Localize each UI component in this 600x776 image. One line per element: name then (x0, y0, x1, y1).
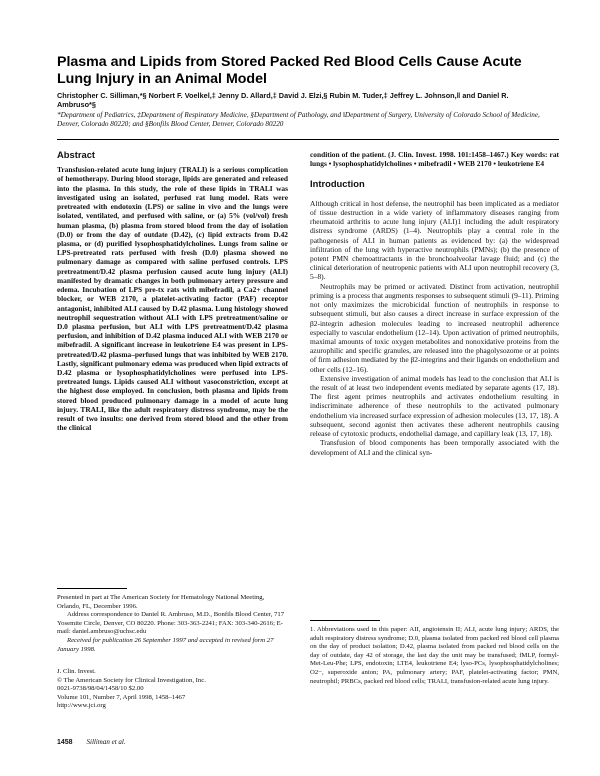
issn-line: 0021-9738/98/04/1458/10 $2.00 (57, 685, 144, 693)
abstract-heading: Abstract (57, 149, 96, 160)
abstract-text: Transfusion-related acute lung injury (TRALI) is a serious complication of hemotherapy. During blood storage, lipids are generated and released into the plasma. In this study, the role of these lipids in TRALI was investigated using an isolated, perfused rat lung model. Rats were pretreated with endotoxin (LPS) or saline in vivo and the lungs were isolated, ventilated, and perfused with saline, or (a) 5% (vol/vol) fresh human plasma, (b) plasma from stored blood from the day of isolation (D.0) or from the day of outdate (D.42), (c) lipid extracts from D.42 plasma, or (d) purified lysophosphatidylcholines. Lungs from saline or LPS-pretreated rats perfused with fresh (D.0) plasma showed no pulmonary damage as compared with saline perfused controls. LPS pretreatment/D.42 plasma perfusion caused acute lung injury (ALI) manifested by dramatic changes in both pulmonary artery pressure and edema. Incubation of LPS pre-tx rats with mibefradil, a Ca2+ channel blocker, or WEB 2170, a platelet-activating factor (PAF) receptor antagonist, inhibited ALI caused by D.42 plasma. Lung histology showed neutrophil sequestration without ALI with LPS pretreatment/saline or D.0 plasma perfusion, but ALI with LPS pretreatment/D.42 plasma perfusion, and inhibition of D.42 plasma induced ALI with WEB 2170 or mibefradil. A significant increase in leukotriene E4 was present in LPS-pretreated/D.42 plasma–perfused lungs that was inhibited by WEB 2170. Lastly, significant pulmonary edema was produced when lipid extracts of D.42 plasma or lysophosphatidylcholines were perfused into LPS-pretreated lungs. Lipids caused ALI without vasoconstriction, except at the highest dose employed. In conclusion, both plasma and lipids from stored blood produced pulmonary damage in a model of acute lung injury. TRALI, like the adult respiratory distress syndrome, may be the result of two insults: one derived from stored blood and the other from the clinical (57, 165, 288, 433)
journal-name: J. Clin. Invest. (57, 668, 96, 675)
notes-rule (57, 588, 127, 589)
correspondence-note: Address correspondence to Daniel R. Ambruso, M.D., Bonfils Blood Center, 717 Yosemite Circle, Denver, CO 80220. Phone: 303-363-2241; FAX: 303-340-2616; E-mail: daniel.ambruso@uchsc.edu (57, 611, 285, 636)
journal-info (57, 668, 288, 711)
page-number: 1458 (57, 739, 73, 746)
presented-note: Presented in part at The American Society for Hematology National Meeting, Orlando, FL, December 1996. (57, 594, 265, 610)
affiliations: *Department of Pediatrics, ‡Department of Respiratory Medicine, §Department of Pathology, and ‖Department of Surgery, University of Colorado School of Medicine, Denver, Colorado 80220; and §Bonfils Blood Center, Denver, Colorado 80220 (57, 111, 540, 129)
intro-paragraph: Although critical in host defense, the neutrophil has been implicated as a mediator of tissue destruction in a wide variety of inflammatory diseases ranging from rheumatoid arthritis to acute lung injury (ALI)1 including the adult respiratory distress syndrome (ARDS) (1–4). Neutrophils play a central role in the pathogenesis of ALI in human patients as evidenced by: (a) the widespread infiltration of the lung with hyperactive neutrophils (PMNs); (b) the presence of potent PMN chemoattractants in the bronchoalveolar lavage fluid; and (c) the clinical deterioration of neutropenic patients with ALI upon neutrophil recovery (3, 5–8). (310, 198, 559, 282)
abstract-continuation: condition of the patient. (J. Clin. Invest. 1998. 101:1458–1467.) Key words: rat lungs • lysophosphatidylcholines • mibefradil • WEB 2170 • leukotriene E4 (310, 150, 559, 169)
author-list: Christopher C. Silliman,*§ Norbert F. Voelkel,‡ Jenny D. Allard,‡ David J. Elzi,§ Rubin M. Tuder,‡ Jeffrey L. Johnson,‖ and Daniel R. Ambruso*§ (57, 91, 509, 110)
intro-paragraph: Neutrophils may be primed or activated. Distinct from activation, neutrophil priming is a process that augments responses to subsequent stimuli (9–11). Priming not only maximizes the microbicidal function of neutrophils in response to subsequent stimuli, but also causes a direct increase in surface expression of the β2-integrin adhesion molecules leading to increased neutrophil adherence especially to vascular endothelium (12–14). Upon activation of primed neutrophils, maximal amounts of toxic oxygen metabolites and nonoxidative proteins from the azurophilic and specific granules, are released into the phagolysozome or at points of firm adhesion mediated by the β2-integrins and their ligands on endothelium and other cells (12–16). (310, 281, 559, 374)
footnote-rule (310, 620, 380, 621)
copyright-line: © The American Society for Clinical Investigation, Inc. (57, 676, 206, 684)
front-notes (57, 594, 288, 654)
left-column (57, 150, 288, 433)
received-note: Received for publication 26 September 1997 and accepted in revised form 27 January 1998. (57, 636, 274, 653)
page-footer (57, 738, 126, 746)
volume-line: Volume 101, Number 7, April 1998, 1458–1467 (57, 693, 186, 701)
intro-paragraph: Transfusion of blood components has been temporally associated with the development of ALI and the clinical syn- (310, 438, 559, 457)
right-column (310, 150, 559, 457)
header-rule (57, 139, 559, 140)
article-title: Plasma and Lipids from Stored Packed Red Blood Cells Cause Acute Lung Injury in an Animal Model (57, 54, 522, 87)
journal-url[interactable]: http://www.jci.org (57, 702, 106, 710)
intro-paragraph: Extensive investigation of animal models has lead to the conclusion that ALI is the result of at least two independent events mediated by separate agents (17, 18). The first agent primes neutrophils and activates endothelium resulting in indiscriminate adherence of these neutrophils to the activated pulmonary endothelium via increased surface expression of adhesion molecules (13, 17, 18). A subsequent, second agonist then activates these adherent neutrophils causing release of cytotoxic products, endothelial damage, and capillary leak (13, 17, 18). (310, 373, 559, 439)
running-author: Silliman et al. (86, 738, 126, 746)
introduction-heading: Introduction (310, 178, 365, 190)
abbreviations-footnote: 1. Abbreviations used in this paper: AII, angiotensin II; ALI, acute lung injury; ARDS, the adult respiratory distress syndrome; D.0, plasma isolated from packed red blood cell plasma on the day of product isolation; D.42, plasma isolated from packed red blood cells on the day of outdate, day 42 of storage, the last day the unit may be transfused; fMLP, formyl-Met-Leu-Phe; LPS, endotoxin; LTE4, leukotriene E4; lyso-PCs, lysophosphatidylcholines; O2−, superoxide anion; PA, pulmonary artery; PAF, platelet-activating factor; PMN, neutrophil; PRBCs, packed red blood cells; TRALI, transfusion-related acute lung injury. (310, 626, 559, 685)
